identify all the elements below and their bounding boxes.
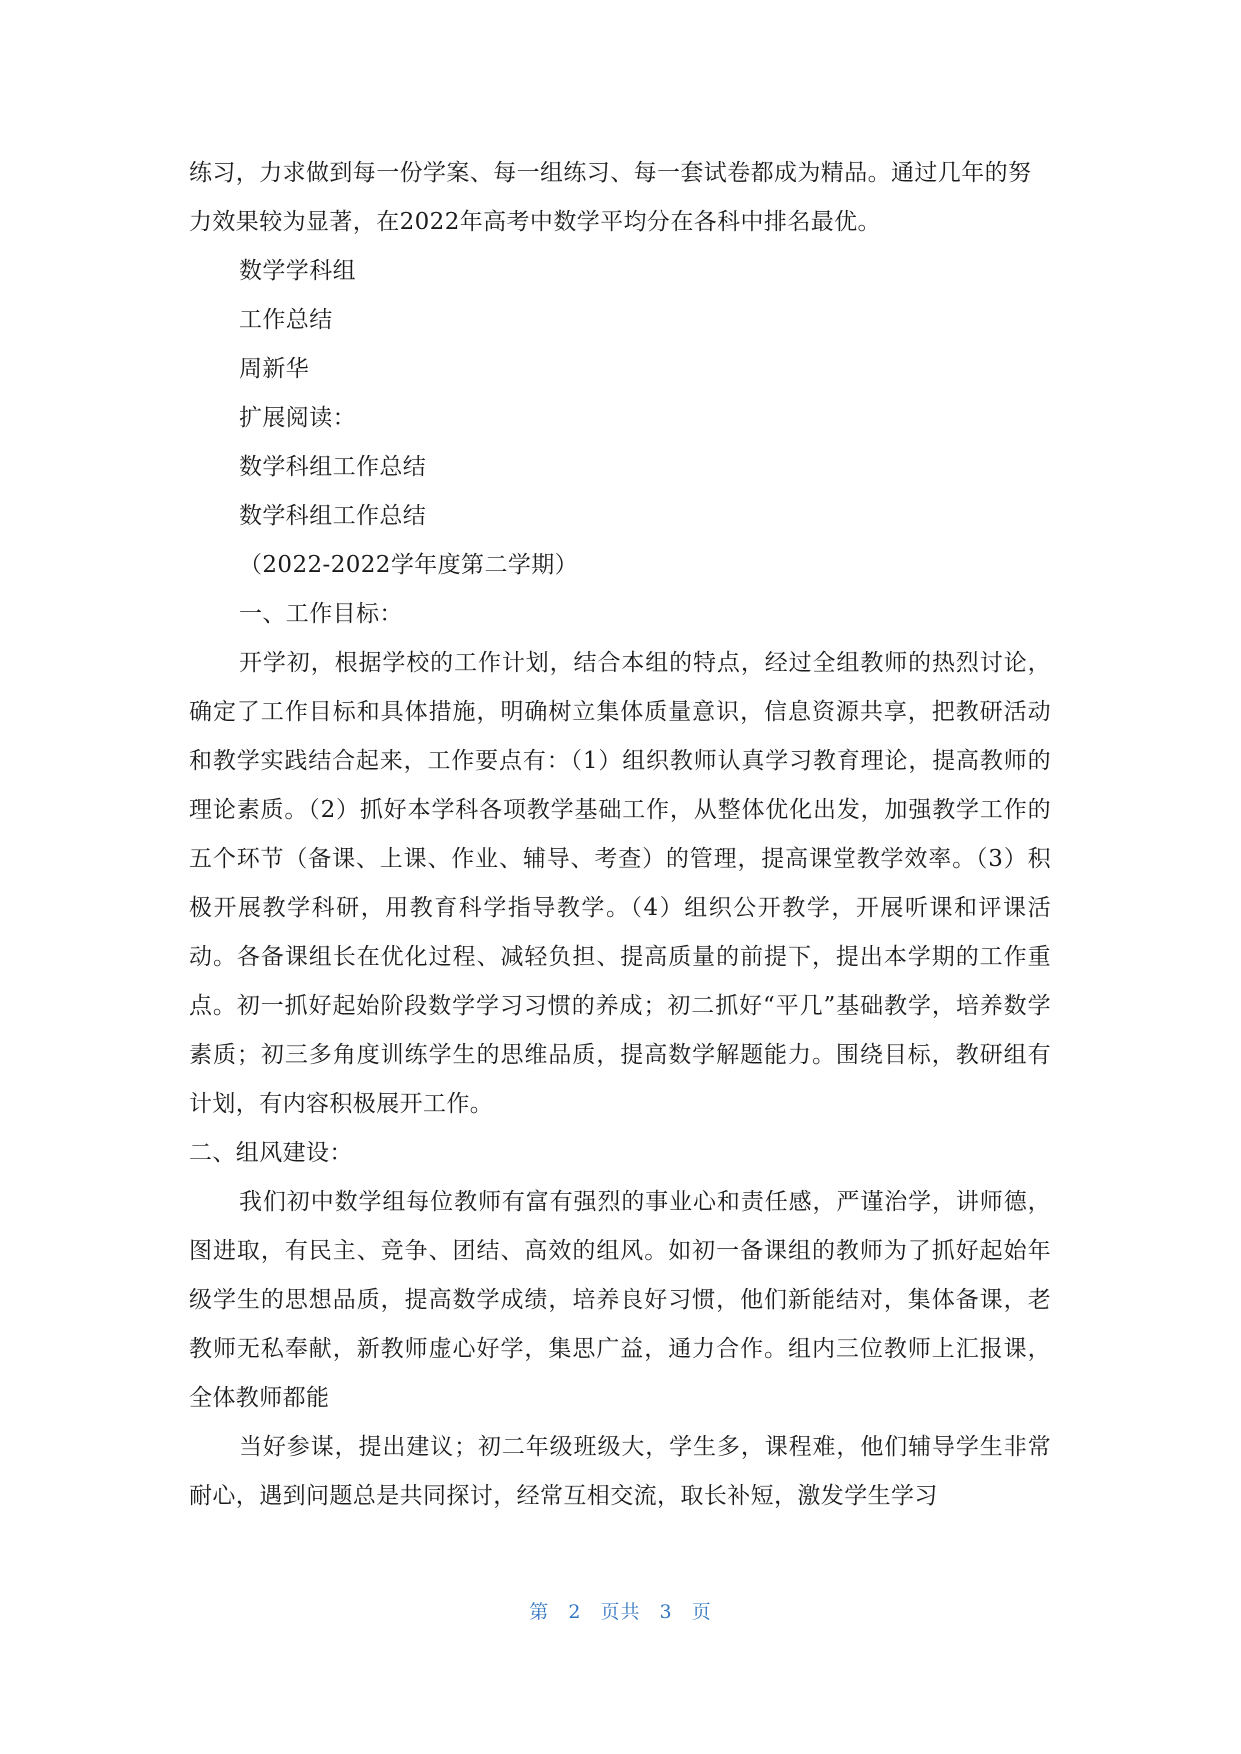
total-pages-number: 3: [659, 1601, 673, 1623]
semester-line: （2022-2022学年度第二学期）: [239, 552, 579, 578]
paragraph: 练习，力求做到每一份学案、每一组练习、每一套试卷都成为精品。通过几年的努力效果较为显著，在2022年高考中数学平均分在各科中排名最优。: [189, 160, 1032, 235]
page-footer: [0, 1597, 1241, 1624]
group-name-line: 数学学科组: [239, 258, 356, 284]
page-suffix: 页: [691, 1601, 712, 1623]
section-heading-goals: 一、工作目标：: [239, 601, 403, 627]
paragraph: 当好参谋，提出建议；初二年级班级大，学生多，课程难，他们辅导学生非常耐心，遇到问题总是共同探讨，经常互相交流，取长补短，激发学生学习: [189, 1434, 1051, 1509]
summary-title-line: 工作总结: [239, 307, 333, 333]
extended-reading-label: 扩展阅读：: [239, 405, 356, 431]
document-body: [189, 149, 1051, 1521]
page-mid: 页共: [600, 1601, 641, 1623]
article-title: 数学科组工作总结: [239, 454, 427, 480]
current-page-number: 2: [568, 1601, 582, 1623]
article-heading: 数学科组工作总结: [239, 503, 427, 529]
paragraph: 开学初，根据学校的工作计划，结合本组的特点，经过全组教师的热烈讨论，确定了工作目标和具体措施，明确树立集体质量意识，信息资源共享，把教研活动和教学实践结合起来，工作要点有：（1）组织教师认真学习教育理论，提高教师的理论素质。（2）抓好本学科各项教学基础工作，从整体优化出发，加强教学工作的五个环节（备课、上课、作业、辅导、考查）的管理，提高课堂教学效率。（3）积极开展教学科研，用教育科学指导教学。（4）组织公开教学，开展听课和评课活动。各备课组长在优化过程、减轻负担、提高质量的前提下，提出本学期的工作重点。初一抓好起始阶段数学学习习惯的养成；初二抓好“平几”基础教学，培养数学素质；初三多角度训练学生的思维品质，提高数学解题能力。围绕目标，教研组有计划，有内容积极展开工作。: [189, 650, 1051, 1117]
section-heading-style: 二、组风建设：: [189, 1140, 353, 1166]
author-line: 周新华: [239, 356, 310, 382]
paragraph: 我们初中数学组每位教师有富有强烈的事业心和责任感，严谨治学，讲师德，图进取，有民主、竞争、团结、高效的组风。如初一备课组的教师为了抓好起始年级学生的思想品质，提高数学成绩，培养良好习惯，他们新能结对，集体备课，老教师无私奉献，新教师虚心好学，集思广益，通力合作。组内三位教师上汇报课，全体教师都能: [189, 1189, 1051, 1411]
page-prefix: 第: [529, 1601, 550, 1623]
